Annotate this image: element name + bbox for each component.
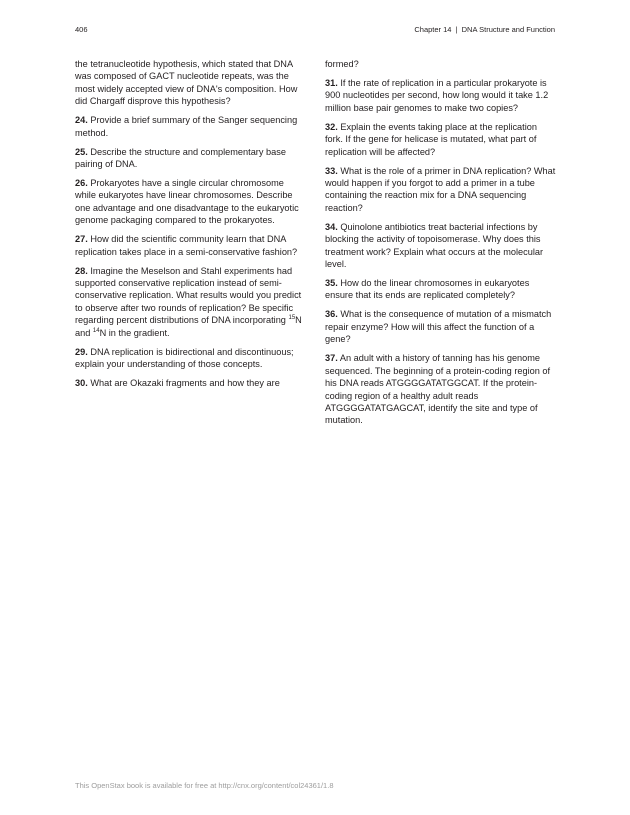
question-text: How do the linear chromosomes in eukaryotes ensure that its ends are replicated completely? [325,278,530,301]
running-header [414,25,555,34]
question-number: 31. [325,78,338,88]
question-text: Quinolone antibiotics treat bacterial infections by blocking the activity of topoisomerase. Why does this treatment work? Explain what occurs at the molecular level. [325,221,544,270]
question-number: 36. [325,309,338,320]
question-number: 29. [75,346,88,357]
question-text: What is the role of a primer in DNA replication? What would happen if you forgot to add a primer in a tube containing the reaction mix for a DNA sequencing reaction? [325,165,556,213]
question-32 [325,121,557,158]
footer-note: This OpenStax book is available for free at http://cnx.org/content/col24361/1.8 [75,781,334,790]
question-text: N in the gradient. [99,327,170,338]
question-text: DNA replication is bidirectional and discontinuous; explain your understanding of those concepts. [75,346,294,370]
question-text: Provide a brief summary of the Sanger sequencing method. [75,115,298,138]
isotope-superscript: 14 [92,327,100,334]
question-text: Prokaryotes have a single circular chromosome while eukaryotes have linear chromosomes. Describe one advantage and one disadvantage to the eukaryotic genome packaging compared to the prokaryotes. [75,178,299,226]
question-text: Imagine the Meselson and Stahl experiments had supported conservative replication instead of semi-conservative replication. What results would you predict to observe after two rounds of replication? Be specific regarding percent distributions of DNA incorporating [75,265,302,326]
question-26 [75,177,307,227]
question-number: 24. [75,115,88,126]
question-text: What is the consequence of mutation of a mismatch repair enzyme? How will this affect the function of a gene? [325,309,552,345]
left-column [75,58,307,396]
chapter-label: Chapter 14 [414,25,452,34]
header-separator: | [455,25,458,34]
question-number: 27. [75,234,88,245]
question-number: 33. [325,165,338,176]
question-35 [325,277,557,302]
question-text: What are Okazaki fragments and how they are [90,378,280,389]
page-number: 406 [75,25,88,34]
question-number: 37. [325,353,338,364]
isotope-superscript: 15 [288,315,296,322]
question-number: 34. [325,221,338,232]
question-text: Describe the structure and complementary base pairing of DNA. [75,146,286,170]
question-34 [325,221,557,271]
question-28 [75,265,307,339]
question-number: 35. [325,278,338,289]
question-25 [75,146,307,171]
question-text: An adult with a history of tanning has his genome sequenced. The beginning of a protein-coding region of his DNA reads ATGGGGATATGGCAT. If the protein-coding region of a healthy adult reads ATGGGGATATGAGCAT, identify the site and type of mutation. [325,353,551,426]
question-24 [75,114,307,139]
question-number: 30. [75,378,88,389]
continuation-text: the tetranucleotide hypothesis, which stated that DNA was composed of GACT nucleotide repeats, was the most widely accepted view of DNA's composition. How did Chargaff disprove this hypothesis? [75,59,298,107]
chapter-title: DNA Structure and Function [461,25,555,34]
continuation-text: formed? [325,59,359,69]
right-column [325,58,557,433]
question-30 [75,377,307,389]
question-number: 32. [325,121,338,132]
question-text: How did the scientific community learn that DNA replication takes place in a semi-conservative fashion? [75,234,298,257]
question-36 [325,308,557,345]
question-number: 26. [75,178,88,189]
question-31 [325,77,557,114]
question-text: N and [75,315,302,338]
question-number: 25. [75,146,88,157]
question-number: 28. [75,265,88,276]
question-27 [75,233,307,258]
question-37 [325,352,557,426]
question-29 [75,346,307,371]
question-text: Explain the events taking place at the replication fork. If the gene for helicase is mutated, what part of replication will be affected? [325,121,537,157]
question-33 [325,165,557,215]
question-text: If the rate of replication in a particular prokaryote is 900 nucleotides per second, how long would it take 1.2 million base pair genomes to make two copies? [325,78,549,113]
